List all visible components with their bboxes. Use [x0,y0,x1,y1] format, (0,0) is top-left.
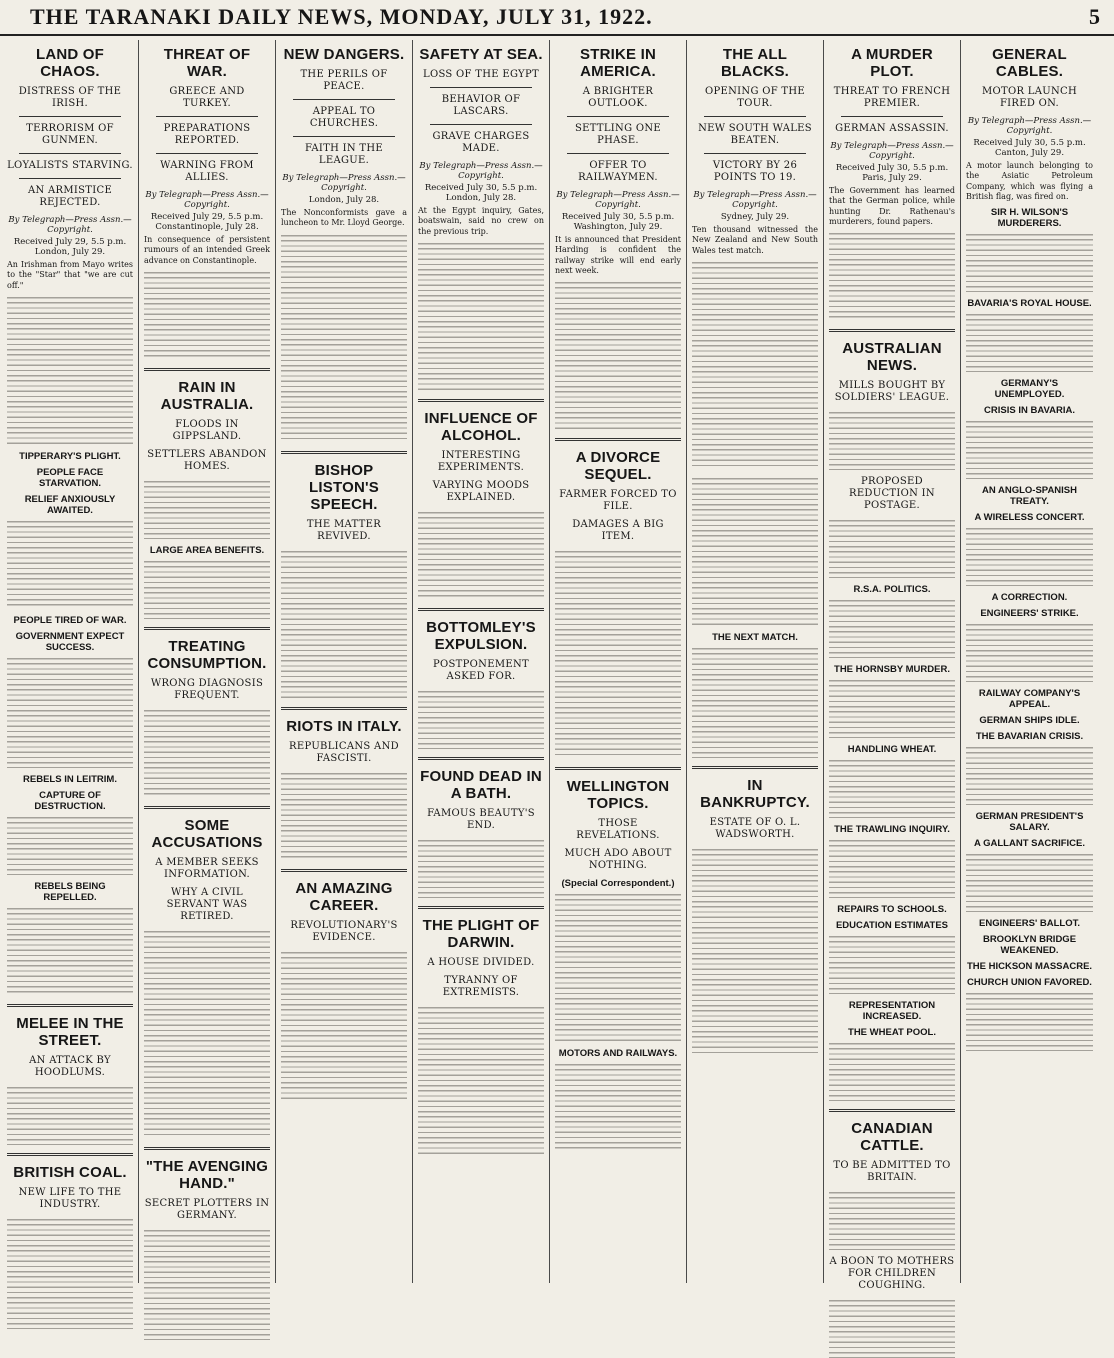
subhead: A BOON TO MOTHERS FOR CHILDREN COUGHING. [829,1256,955,1292]
minor-head: THE HICKSON MASSACRE. [966,961,1093,973]
subhead: TO BE ADMITTED TO BRITAIN. [833,1160,951,1184]
article-excerpt: The Nonconformists gave a luncheon to Mr. Lloyd George. [281,208,407,228]
headline: INFLUENCE OF ALCOHOL. [424,409,538,444]
subhead: PROPOSED REDUCTION IN POSTAGE. [849,476,935,512]
newspaper-columns [0,36,1114,1292]
double-rule [144,1147,270,1150]
article-body [7,1085,133,1145]
press-credit: By Telegraph—Press Assn.—Copyright. [282,173,406,193]
minor-head: R.S.A. POLITICS. [853,584,931,596]
article-body [555,280,681,430]
subhead: LOSS OF THE EGYPT [423,69,539,80]
minor-head: A GALLANT SACRIFICE. [973,838,1085,850]
minor-head: GERMANY'S UNEMPLOYED. [994,378,1065,401]
minor-head: GERMAN PRESIDENT'S SALARY. [975,811,1084,834]
double-rule [829,1109,955,1112]
article-excerpt: An Irishman from Mayo writes to the "Star" that "we are cut off." [7,260,133,290]
minor-head: CHURCH UNION FAVORED. [967,977,1092,989]
headline: TREATING CONSUMPTION. [147,637,267,672]
article-body [692,847,818,1057]
article-body [418,838,544,898]
subhead: REPUBLICANS AND FASCISTI. [289,740,399,764]
minor-head: AN ANGLO-SPANISH TREATY. [982,485,1077,508]
headline: GENERAL CABLES. [992,46,1067,80]
rule [704,153,806,154]
dateline: Received July 29, 5.5 p.m. London, July 29. [13,237,127,257]
subhead: MOTOR LAUNCH FIRED ON. [981,86,1078,109]
article-excerpt: Ten thousand witnessed the New Zealand and New South Wales test match. [692,225,818,255]
headline: SOME ACCUSATIONS [151,816,263,851]
headline: WELLINGTON TOPICS. [566,778,670,813]
headline: FOUND DEAD IN A BATH. [420,767,542,802]
headline: BOTTOMLEY'S EXPULSION. [426,618,536,653]
subhead: AN ATTACK BY HOODLUMS. [29,1054,111,1078]
minor-head: CRISIS IN BAVARIA. [984,405,1075,417]
subhead: THREAT TO FRENCH PREMIER. [833,86,951,109]
rule [567,116,669,117]
subhead: POSTPONEMENT ASKED FOR. [433,658,529,682]
subhead: INTERESTING EXPERIMENTS. [437,449,525,473]
rule [704,116,806,117]
subhead: DAMAGES A BIG ITEM. [572,519,664,543]
subhead: TERRORISM OF GUNMEN. [26,123,114,146]
rule [156,153,258,154]
press-credit: By Telegraph—Press Assn.—Copyright. [693,190,817,210]
headline: SAFETY AT SEA. [419,46,543,63]
rule [19,178,121,179]
rule [156,116,258,117]
article-body [829,934,955,994]
minor-head: REPRESENTATION INCREASED. [848,1000,936,1023]
headline: THE ALL BLACKS. [720,46,790,80]
article-body [7,906,133,996]
minor-head: RAILWAY COMPANY'S APPEAL. [978,688,1081,711]
double-rule [144,368,270,371]
rule [293,136,395,137]
double-rule [418,906,544,909]
article-body [829,1041,955,1101]
subhead: DISTRESS OF THE IRISH. [18,86,122,109]
article-body [555,1062,681,1152]
article-excerpt: The Government has learned that the German police, while hunting Dr. Rathenau's murderers, found papers. [829,186,955,226]
minor-head: BAVARIA'S ROYAL HOUSE. [967,298,1092,310]
press-credit: By Telegraph—Press Assn.—Copyright. [8,215,132,235]
minor-head: RELIEF ANXIOUSLY AWAITED. [24,493,116,516]
column-8 [961,40,1098,1283]
subhead: NEW SOUTH WALES BEATEN. [698,123,812,146]
double-rule [7,1004,133,1007]
column-4 [413,40,550,1283]
headline: BRITISH COAL. [13,1163,127,1181]
rule [567,153,669,154]
article-body [966,991,1093,1051]
minor-head: (Special Correspondent.) [561,878,675,890]
article-body [966,419,1093,479]
subhead: VARYING MOODS EXPLAINED. [432,479,530,503]
press-credit: By Telegraph—Press Assn.—Copyright. [830,141,954,161]
subhead: LOYALISTS STARVING. [7,160,133,171]
minor-head: ENGINEERS' STRIKE. [980,608,1079,620]
minor-head: ENGINEERS' BALLOT. [979,918,1080,930]
subhead: APPEAL TO CHURCHES. [309,106,379,129]
article-body [7,656,133,768]
article-body [829,678,955,738]
article-body [144,270,270,360]
press-credit: By Telegraph—Press Assn.—Copyright. [145,190,269,210]
headline: AUSTRALIAN NEWS. [842,340,942,375]
article-body [829,1190,955,1250]
headline: A DIVORCE SEQUEL. [575,449,661,484]
headline: RAIN IN AUSTRALIA. [160,378,254,413]
article-body [692,476,818,626]
article-body [829,231,955,321]
minor-head: BROOKLYN BRIDGE WEAKENED. [982,934,1077,957]
minor-head: THE BAVARIAN CRISIS. [975,731,1084,743]
double-rule [144,806,270,809]
column-5 [550,40,687,1283]
subhead: WHY A CIVIL SERVANT WAS RETIRED. [166,886,248,922]
headline: IN BANKRUPTCY. [700,776,810,811]
article-body [144,479,270,539]
page-number: 5 [1089,4,1100,29]
press-credit: By Telegraph—Press Assn.—Copyright. [967,116,1092,136]
column-1 [2,40,139,1283]
masthead-title: THE TARANAKI DAILY NEWS, MONDAY, JULY 31, 1922. [30,4,653,29]
minor-head: LARGE AREA BENEFITS. [149,544,265,556]
headline: MELEE IN THE STREET. [16,1014,124,1049]
article-body [966,622,1093,682]
article-body [7,519,133,609]
subhead: SETTLERS ABANDON HOMES. [147,448,267,472]
minor-head: GOVERNMENT EXPECT SUCCESS. [15,630,125,653]
subhead: FAITH IN THE LEAGUE. [305,143,383,166]
article-body [418,241,544,391]
subhead: PREPARATIONS REPORTED. [163,123,251,146]
article-body [418,510,544,600]
column-2 [139,40,276,1283]
article-body [829,758,955,818]
article-body [966,312,1093,372]
subhead: FAMOUS BEAUTY'S END. [427,807,535,831]
double-rule [692,766,818,769]
subhead: WARNING FROM ALLIES. [160,160,254,183]
minor-head: EDUCATION ESTIMATES [835,920,949,932]
headline: THREAT OF WAR. [163,46,251,80]
minor-head: GERMAN SHIPS IDLE. [979,715,1080,727]
headline: LAND OF CHAOS. [35,46,105,80]
article-body [555,892,681,1042]
minor-head: TIPPERARY'S PLIGHT. [19,450,121,462]
article-body [144,1228,270,1340]
double-rule [418,757,544,760]
minor-head: HANDLING WHEAT. [847,744,937,756]
article-body [281,233,407,443]
headline: BISHOP LISTON'S SPEECH. [309,461,379,513]
article-body [7,815,133,875]
subhead: OPENING OF THE TOUR. [704,86,806,109]
subhead: OFFER TO RAILWAYMEN. [578,160,658,183]
article-body [966,526,1093,586]
headline: THE PLIGHT OF DARWIN. [422,916,540,951]
minor-head: THE HORNSBY MURDER. [834,664,950,676]
press-credit: By Telegraph—Press Assn.—Copyright. [556,190,680,210]
article-body [144,708,270,798]
rule [430,124,532,125]
double-rule [555,767,681,770]
article-body [7,295,133,445]
double-rule [144,627,270,630]
subhead: FARMER FORCED TO FILE. [559,489,677,513]
article-body [692,646,818,758]
subhead: THE MATTER REVIVED. [306,518,382,542]
subhead: MUCH ADO ABOUT NOTHING. [564,848,672,872]
press-credit: By Telegraph—Press Assn.—Copyright. [419,161,543,181]
article-body [144,559,270,619]
subhead: SECRET PLOTTERS IN GERMANY. [144,1197,270,1221]
dateline: Received July 30, 5.5 p.m. Paris, July 29. [835,163,949,183]
subhead: GRAVE CHARGES MADE. [432,131,530,154]
minor-head: A CORRECTION. [991,592,1068,604]
subhead: NEW LIFE TO THE INDUSTRY. [18,1186,122,1210]
column-3 [276,40,413,1283]
article-body [281,771,407,861]
article-body [281,549,407,699]
dateline: Received July 30, 5.5 p.m. Washington, July 29. [561,212,675,232]
rule [293,99,395,100]
headline: A MURDER PLOT. [851,46,933,80]
double-rule [829,329,955,332]
rule [430,87,532,88]
article-excerpt: A motor launch belonging to the Asiatic Petroleum Company, which was flying a British flag, was fired on. [966,161,1093,201]
article-body [966,745,1093,805]
double-rule [418,608,544,611]
subhead: A MEMBER SEEKS INFORMATION. [155,856,259,880]
subhead: BEHAVIOR OF LASCARS. [441,94,521,117]
double-rule [555,438,681,441]
double-rule [281,451,407,454]
subhead: WRONG DIAGNOSIS FREQUENT. [150,677,264,701]
article-excerpt: It is announced that President Harding is confident the railway strike will end early next week. [555,235,681,275]
minor-head: REPAIRS TO SCHOOLS. [837,904,947,916]
minor-head: THE WHEAT POOL. [848,1027,936,1039]
rule [19,153,121,154]
column-6 [687,40,824,1283]
headline: STRIKE IN AMERICA. [580,46,656,80]
headline: "THE AVENGING HAND." [145,1157,269,1192]
minor-head: PEOPLE TIRED OF WAR. [13,614,127,626]
column-7 [824,40,961,1292]
article-body [418,1005,544,1155]
minor-head: A WIRELESS CONCERT. [974,512,1085,524]
subhead: THOSE REVELATIONS. [576,818,660,842]
headline: CANADIAN CATTLE. [851,1120,933,1155]
article-body [829,598,955,658]
dateline: Received July 30, 5.5 p.m. Canton, July 29. [973,138,1086,158]
double-rule [281,869,407,872]
subhead: THE PERILS OF PEACE. [300,69,388,92]
subhead: A BRIGHTER OUTLOOK. [582,86,654,109]
dateline: Sydney, July 29. [720,212,790,222]
minor-head: THE TRAWLING INQUIRY. [834,824,950,836]
article-body [829,518,955,578]
article-body [7,1217,133,1329]
double-rule [281,707,407,710]
subhead: AN ARMISTICE REJECTED. [27,185,113,208]
headline: AN AMAZING CAREER. [295,879,393,914]
minor-head: CAPTURE OF DESTRUCTION. [34,789,106,812]
article-body [144,929,270,1139]
subhead: GERMAN ASSASSIN. [835,123,949,134]
headline: NEW DANGERS. [283,46,405,63]
article-body [281,950,407,1100]
subhead: SETTLING ONE PHASE. [574,123,662,146]
article-body [829,838,955,898]
minor-head: REBELS IN LEITRIM. [23,773,117,785]
subhead: ESTATE OF O. L. WADSWORTH. [709,816,801,840]
double-rule [418,399,544,402]
rule [19,116,121,117]
article-excerpt: In consequence of persistent rumours of an intended Greek advance on Constantinople. [144,235,270,265]
subhead: MILLS BOUGHT BY SOLDIERS' LEAGUE. [834,380,950,404]
article-body [966,232,1093,292]
article-excerpt: At the Egypt inquiry, Gates, boatswain, said no crew on the previous trip. [418,206,544,236]
subhead: A HOUSE DIVIDED. [427,956,535,968]
minor-head: PEOPLE FACE STARVATION. [36,466,104,489]
minor-head: MOTORS AND RAILWAYS. [558,1048,678,1060]
headline: RIOTS IN ITALY. [286,717,402,735]
subhead: REVOLUTIONARY'S EVIDENCE. [290,919,398,943]
article-body [555,549,681,759]
rule [841,116,943,117]
subhead: VICTORY BY 26 POINTS TO 19. [712,160,798,183]
article-body [692,260,818,470]
article-body [418,689,544,749]
masthead [0,0,1114,36]
minor-head: THE NEXT MATCH. [712,631,798,643]
dateline: Received July 30, 5.5 p.m. London, July 28. [424,183,538,203]
article-body [829,1298,955,1358]
article-body [829,410,955,470]
subhead: GREECE AND TURKEY. [169,86,245,109]
article-body [966,852,1093,912]
subhead: FLOODS IN GIPPSLAND. [172,418,242,442]
minor-head: SIR H. WILSON'S MURDERERS. [990,207,1069,230]
dateline: Received July 29, 5.5 p.m. Constantinople, July 28. [150,212,264,232]
dateline: London, July 28. [308,195,380,205]
subhead: TYRANNY OF EXTREMISTS. [442,974,520,998]
double-rule [7,1153,133,1156]
minor-head: REBELS BEING REPELLED. [34,880,106,903]
